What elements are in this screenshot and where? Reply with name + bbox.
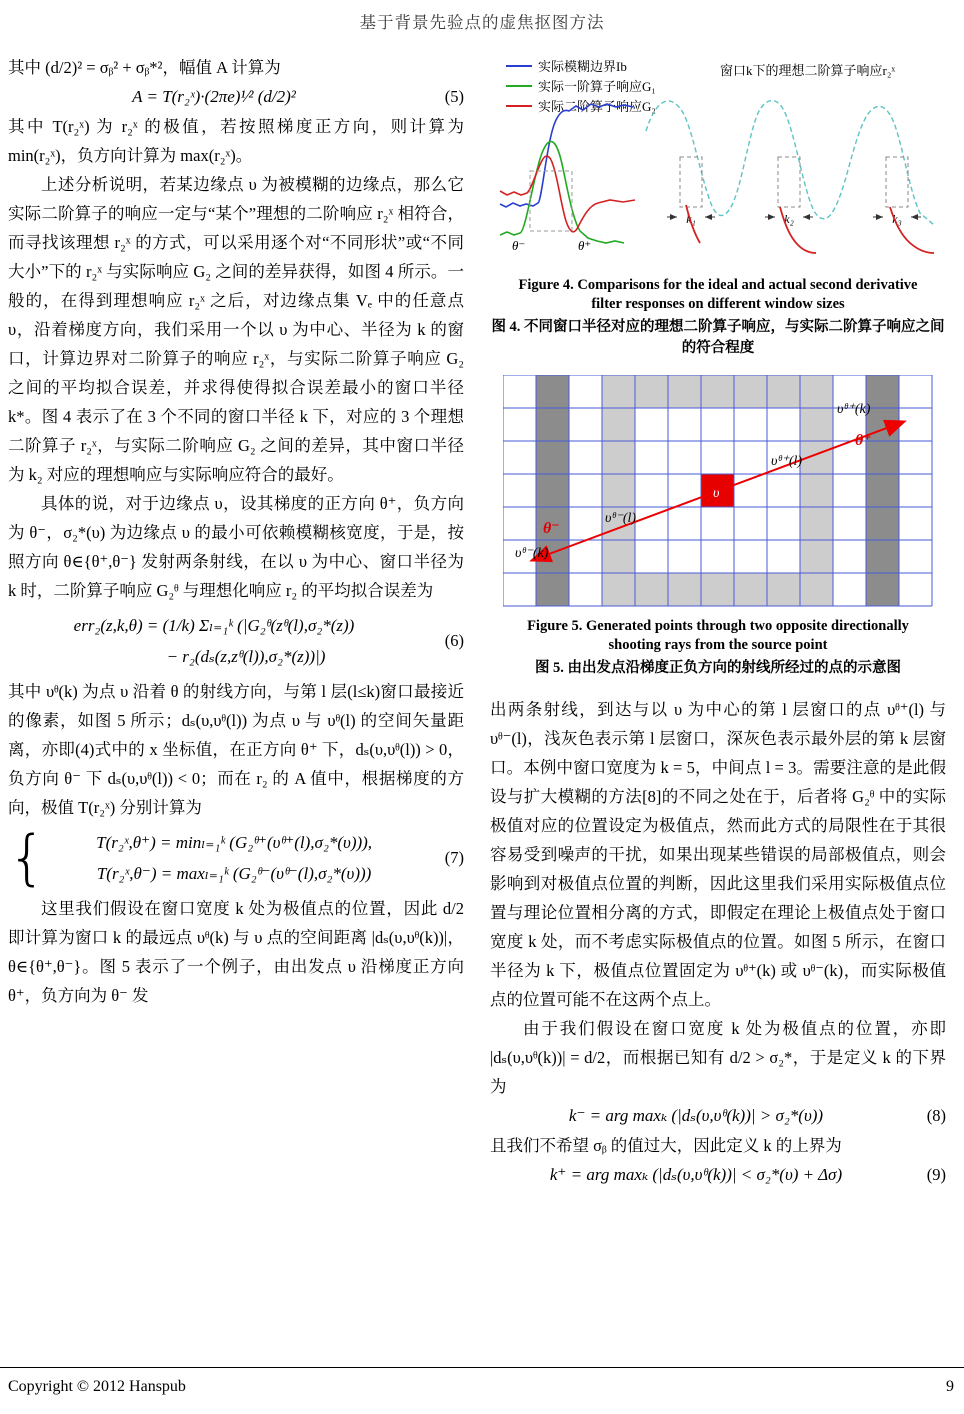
paragraph-p9: 且我们不希望 σᵦ 的值过大，因此定义 k 的上界为 — [490, 1136, 842, 1155]
k-layer-right-column — [866, 375, 899, 606]
figure-5-caption-en: Figure 5. Generated points through two opposite directionally shooting rays from the source point — [527, 618, 909, 653]
right-column — [490, 53, 946, 1190]
paragraph-p3: 上述分析说明，若某边缘点 υ 为被模糊的边缘点，那么它实际二阶算子的响应一定与“某个”理想的二阶响应 r₂ˣ 相符合，而寻找该理想 r₂ˣ 的方式，可以采用逐个对“不同形状”或“不同大小”下的 r₂ˣ 与实际响应 G₂ 之间的差异获得，如图 4 所示。一般的，在得到理想响应 r₂ˣ 之后，对边缘点集 Vₑ 中的任意点 υ，沿着梯度方向，我们采用一个以 υ 为中心、半径为 k 的窗口，计算边界对二阶算子的响应 r₂ˣ，与实际二阶算子响应 G₂ 之间的平均拟合误差，并求得使得拟合误差最小的窗口半径 k*。图 4 表示了在 3 个不同的窗口半径 k 下，对应的 3 个理想二阶算子 r₂ˣ，与实际二阶响应 G₂ 之间的差异，其中窗口半径为 k₂ 对应的理想响应与实际响应符合的最好。 — [8, 175, 464, 484]
equation-6 — [8, 610, 464, 672]
theta-plus-label: θ⁺ — [578, 238, 592, 253]
legend-label-second-derivative: 实际二阶算子响应G₂ — [538, 99, 656, 114]
k3-label: k₃ — [892, 212, 902, 226]
figure-4-caption-zh: 图 4. 不同窗口半径对应的理想二阶算子响应，与实际二阶算子响应之间的符合程度 — [491, 319, 945, 356]
k-layer-left-column — [536, 375, 569, 606]
paragraph-p6: 这里我们假设在窗口宽度 k 处为极值点的位置，因此 d/2 即计算为窗口 k 的最远点 υᶿ(k) 与 υ 点的空间距离 |dₛ(υ,υᶿ(k))|，θ∈{θ⁺,θ⁻}。图 5 表示了一个例子，由出发点 υ 沿梯度正方向 θ⁺，负方向为 θ⁻ 发 — [8, 899, 464, 1005]
left-column — [8, 53, 464, 1190]
equation-7-body — [48, 827, 420, 889]
equation-9-number: (9) — [926, 1165, 946, 1184]
figure-5-caption-zh: 图 5. 由出发点沿梯度正负方向的射线所经过的点的示意图 — [534, 660, 902, 676]
figure-4-caption-en: Figure 4. Comparisons for the ideal and actual second derivative filter responses on different window sizes — [518, 277, 918, 312]
blue-boundary-curve — [500, 104, 633, 207]
cyan-ideal-response-curve — [646, 101, 934, 226]
paragraph-p1: 其中 (d/2)² = σᵦ² + σᵦ*²，幅值 A 计算为 — [8, 58, 281, 77]
equation-9 — [490, 1165, 946, 1185]
k1-label: k₁ — [686, 212, 696, 226]
paragraph-p5: 其中 υᶿ(k) 为点 υ 沿着 θ 的射线方向，与第 l 层(l≤k)窗口最接近的像素，如图 5 所示；dₛ(υ,υᶿ(l)) 为点 υ 与 υᶿ(l) 的空间矢量距离，亦即(4)式中的 x 坐标值，在正方向 θ⁺ 下，dₛ(υ,υᶿ(l)) > 0，负方向 θ⁻ 下 dₛ(υ,υᶿ(l)) < 0；而在 r₂ 的 A 值中，根据梯度的方向，极值 T(r₂ˣ) 分别计算为 — [8, 682, 464, 817]
copyright-text: Copyright © 2012 Hanspub — [8, 1378, 186, 1395]
equation-7-line1: T(r₂ˣ,θ⁺) = minₗ₌₁ᵏ (G₂ᶿ⁺(υᶿ⁺(l),σ₂*(υ))), — [96, 833, 373, 852]
point-theta-plus-l-label: υᶿ⁺(l) — [771, 454, 803, 469]
theta-plus-label: θ⁺ — [855, 432, 872, 449]
equation-6-line1: err₂(z,k,θ) = (1/k) Σₗ₌₁ᵏ (|G₂ᶿ(zᶿ(l),σ₂*(z)) — [73, 616, 355, 635]
red-second-derivative-curve — [500, 156, 635, 232]
point-theta-plus-k-label: υᶿ⁺(k) — [837, 402, 871, 417]
legend-label-blur-boundary: 实际模糊边界Ib — [538, 59, 627, 74]
paragraph-p4: 具体的说，对于边缘点 υ，设其梯度的正方向 θ⁺，负方向为 θ⁻，σ₂*(υ) 为边缘点 υ 的最小可依赖模糊核宽度，于是，按照方向 θ∈{θ⁺,θ⁻} 发射两条射线，在以 υ 为中心、窗口半径为 k 时，二阶算子响应 G₂ᶿ 与理想化响应 r₂ 的平均拟合误差为 — [8, 494, 464, 600]
theta-minus-label: θ⁻ — [512, 238, 526, 253]
l-layer-right-column — [800, 408, 833, 573]
l-layer-top-row — [602, 375, 833, 408]
l-layer-left-column — [602, 408, 635, 573]
equation-7-number: (7) — [444, 848, 464, 867]
figure-4 — [490, 53, 946, 359]
paper-title: 基于背景先验点的虚焦抠图方法 — [359, 13, 605, 32]
ideal-response-window-label: 窗口k下的理想二阶算子响应r₂ˣ — [720, 63, 896, 78]
brace-glyph: { — [8, 822, 47, 893]
figure-4-plot — [490, 53, 946, 261]
equation-8-body: k⁻ = arg maxₖ (|dₛ(υ,υᶿ(k))| > σ₂*(υ)) — [568, 1106, 824, 1125]
page-number: 9 — [946, 1378, 954, 1395]
figure-5-grid-diagram — [503, 375, 933, 607]
l-layer-bottom-row — [602, 573, 833, 606]
equation-7 — [8, 822, 464, 893]
equation-8 — [490, 1106, 946, 1126]
source-point-label: υ — [713, 486, 720, 501]
equation-6-number: (6) — [444, 631, 464, 650]
equation-6-body — [8, 610, 420, 672]
paragraph-p2: 其中 T(r₂ˣ) 为 r₂ˣ 的极值，若按照梯度正方向，则计算为 min(r₂ˣ)，负方向计算为 max(r₂ˣ)。 — [8, 117, 464, 165]
k2-window-box — [778, 157, 800, 207]
theta-minus-label: θ⁻ — [543, 520, 560, 537]
point-theta-minus-k-label: υᶿ⁻(k) — [515, 546, 549, 561]
page-footer — [0, 1367, 964, 1414]
equation-5-body: A = T(r₂ˣ)·(2πe)¹⁄² (d/2)² — [132, 87, 296, 106]
equation-5-number: (5) — [444, 87, 464, 106]
paragraph-p8: 由于我们假设在窗口宽度 k 处为极值点的位置，亦即 |dₛ(υ,υᶿ(k))| = d/2，而根据已知有 d/2 > σ₂*，于是定义 k 的下界为 — [490, 1019, 946, 1096]
paragraph-p7: 出两条射线，到达与以 υ 为中心的第 l 层窗口的点 υᶿ⁺(l) 与 υᶿ⁻(l)，浅灰色表示第 l 层窗口，深灰色表示最外层的第 k 层窗口。本例中窗口宽度为 k = 5，中间点 l = 3。需要注意的是此假设与扩大模糊的方法[8]的不同之处在于，后者将 G₂ᶿ 中的实际极值对应的位置设定为极值点，然而此方式的局限性在于其很容易受到噪声的干扰，如果出现某些错误的局部极值点，则会影响到对极值点位置的判断，因此这里我们采用实际极值点位置与理论位置相分离的方式，即假定在理论上极值点处于窗口宽度 k 处，而不考虑实际极值点的位置。如图 5 所示，在窗口半径为 k 下，极值点位置固定为 υᶿ⁺(k) 或 υᶿ⁻(k)，而实际极值点的位置可能不在这两个点上。 — [490, 700, 946, 1009]
page-header — [0, 0, 964, 33]
figure-5 — [490, 375, 946, 679]
figure-5-caption — [490, 617, 946, 679]
equation-9-body: k⁺ = arg maxₖ (|dₛ(υ,υᶿ(k))| < σ₂*(υ) + Δσ) — [549, 1165, 843, 1184]
two-column-body — [0, 33, 964, 1190]
equation-5 — [8, 87, 464, 107]
equation-6-line2: − r₂(dₛ(z,zᶿ(l)),σ₂*(z))|) — [166, 647, 326, 666]
figure-4-caption — [490, 276, 946, 359]
green-first-derivative-curve — [500, 141, 624, 243]
k2-label: k₂ — [784, 212, 794, 226]
point-theta-minus-l-label: υᶿ⁻(l) — [605, 511, 637, 526]
equation-7-line2: T(r₂ˣ,θ⁻) = maxₗ₌₁ᵏ (G₂ᶿ⁻(υᶿ⁻(l),σ₂*(υ))) — [96, 864, 372, 883]
legend-label-first-derivative: 实际一阶算子响应G₁ — [538, 79, 656, 94]
equation-8-number: (8) — [926, 1106, 946, 1125]
